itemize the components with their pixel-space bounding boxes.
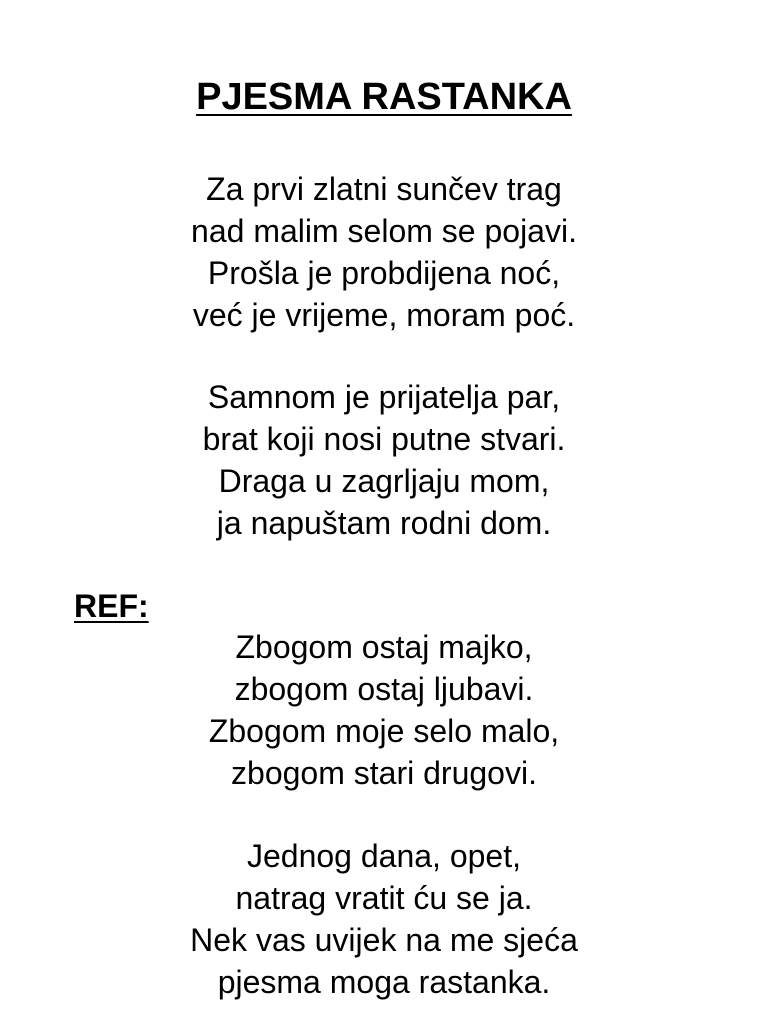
song-title — [0, 74, 768, 120]
refrain-line: zbogom stari drugovi. — [231, 755, 537, 791]
refrain-line: zbogom ostaj ljubavi. — [234, 671, 534, 707]
verse-line: Za prvi zlatni sunčev trag — [206, 171, 562, 207]
verse-line: Samnom je prijatelja par, — [207, 379, 561, 415]
verse-line: pjesma moga rastanka. — [217, 964, 551, 1000]
song-title-text: PJESMA RASTANKA — [196, 76, 572, 118]
verse-3 — [0, 835, 768, 1003]
verse-line: nad malim selom se pojavi. — [191, 213, 577, 249]
verse-line: već je vrijeme, moram poć. — [192, 297, 576, 333]
verse-line: natrag vratit ću se ja. — [235, 880, 533, 916]
verse-line: Prošla je probdijena noć, — [207, 255, 561, 291]
verse-2 — [0, 376, 768, 544]
verse-line: brat koji nosi putne stvari. — [202, 421, 566, 457]
refrain-line: Zbogom ostaj majko, — [235, 629, 533, 665]
refrain — [0, 626, 768, 794]
verse-line: Nek vas uvijek na me sjeća — [190, 922, 578, 958]
refrain-line: Zbogom moje selo malo, — [208, 713, 560, 749]
verse-line: Draga u zagrljaju mom, — [218, 463, 550, 499]
refrain-label-text: REF: — [74, 588, 149, 624]
verse-line: Jednog dana, opet, — [246, 838, 521, 874]
verse-line: ja napuštam rodni dom. — [216, 505, 552, 541]
verse-1 — [0, 168, 768, 336]
refrain-label — [74, 585, 149, 627]
